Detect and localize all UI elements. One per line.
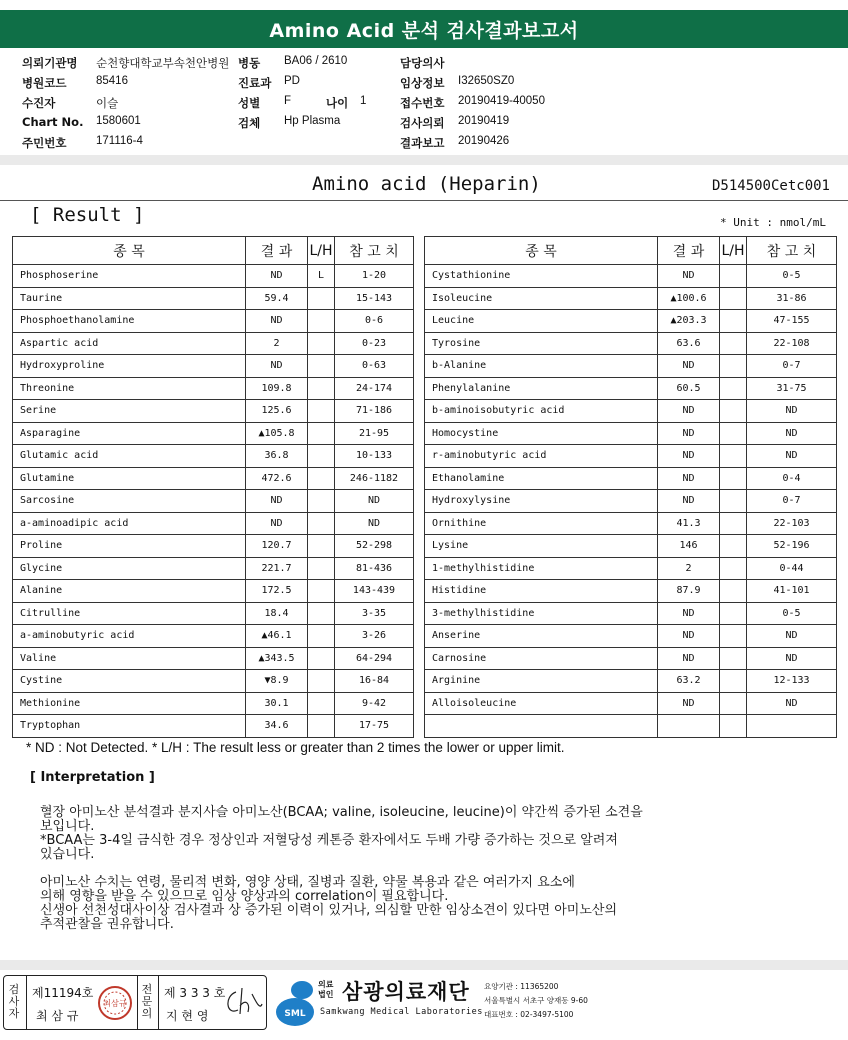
result-value: ND	[658, 422, 720, 445]
col-header-ref: 참 고 치	[335, 237, 414, 265]
info-value: 1	[360, 95, 367, 107]
info-label: 검체	[238, 116, 261, 130]
table-row	[425, 715, 837, 738]
reference-range: 81-436	[335, 557, 414, 580]
lh-flag	[308, 355, 335, 378]
result-value: 41.3	[658, 512, 720, 535]
analyte-name: Alloisoleucine	[425, 692, 658, 715]
result-value: ND	[658, 625, 720, 648]
analyte-name: b-aminoisobutyric acid	[425, 400, 658, 423]
result-table-left	[12, 236, 414, 738]
analyte-name: Glutamine	[13, 467, 246, 490]
reference-range: 246-1182	[335, 467, 414, 490]
lh-flag	[308, 512, 335, 535]
result-value: ND	[246, 512, 308, 535]
separator	[0, 960, 848, 970]
result-value: 172.5	[246, 580, 308, 603]
reference-range: 0-44	[747, 557, 837, 580]
analyte-name: Taurine	[13, 287, 246, 310]
result-value: 60.5	[658, 377, 720, 400]
result-value: 109.8	[246, 377, 308, 400]
col-header-item: 종 목	[425, 237, 658, 265]
seal-icon	[96, 984, 134, 1022]
reference-range: 17-75	[335, 715, 414, 738]
result-value: ▲203.3	[658, 310, 720, 333]
lh-flag	[308, 602, 335, 625]
reference-range: ND	[335, 512, 414, 535]
info-label: Chart No.	[22, 115, 84, 129]
analyte-name: Phosphoethanolamine	[13, 310, 246, 333]
result-value: ND	[246, 265, 308, 288]
analyte-name: Glycine	[13, 557, 246, 580]
analyte-name: Methionine	[13, 692, 246, 715]
reference-range: ND	[747, 445, 837, 468]
result-value: ND	[658, 265, 720, 288]
table-row	[13, 265, 414, 288]
analyte-name: Tyrosine	[425, 332, 658, 355]
lh-flag	[308, 445, 335, 468]
info-value: 20190426	[458, 135, 510, 147]
result-value: ND	[658, 400, 720, 423]
interpretation-line: 혈장 아미노산 분석결과 분지사슬 아미노산(BCAA; valine, isoleucine, leucine)이 약간씩 증가된 소견을	[40, 805, 643, 820]
table-row	[13, 490, 414, 513]
lh-flag	[720, 490, 747, 513]
analyte-name: a-aminoadipic acid	[13, 512, 246, 535]
info-label: 나이	[326, 96, 349, 110]
analyte-name: Carnosine	[425, 647, 658, 670]
info-value: Hp Plasma	[284, 115, 341, 127]
table-row	[425, 355, 837, 378]
lh-flag	[308, 490, 335, 513]
table-row	[13, 377, 414, 400]
interpretation-line: 의해 영향을 받을 수 있으므로 임상 양상과의 correlation이 필요합니다.	[40, 889, 449, 904]
lh-flag	[720, 535, 747, 558]
result-value: 30.1	[246, 692, 308, 715]
logo-text: SML	[284, 1009, 306, 1019]
signature-box	[3, 975, 267, 1030]
lh-flag	[308, 580, 335, 603]
table-row	[425, 512, 837, 535]
org-legal-label: 의료 법인	[318, 980, 334, 999]
reference-range: ND	[747, 422, 837, 445]
test-code: D514500Cetc001	[711, 178, 830, 194]
reference-range: 0-4	[747, 467, 837, 490]
lh-flag	[308, 647, 335, 670]
seal-text: 최삼규	[103, 999, 127, 1008]
lh-flag	[308, 692, 335, 715]
analyte-name: Aspartic acid	[13, 332, 246, 355]
result-value: ▲100.6	[658, 287, 720, 310]
info-value: 이슬	[96, 98, 119, 110]
result-value: ▲105.8	[246, 422, 308, 445]
info-value: 171116-4	[96, 135, 143, 147]
table-row	[13, 625, 414, 648]
reference-range: ND	[747, 647, 837, 670]
interpretation-line: 추적관찰을 권유합니다.	[40, 917, 174, 932]
lh-flag	[720, 377, 747, 400]
analyte-name: Ornithine	[425, 512, 658, 535]
result-value: 146	[658, 535, 720, 558]
info-value: PD	[284, 75, 300, 87]
reference-range: 24-174	[335, 377, 414, 400]
reference-range: 22-103	[747, 512, 837, 535]
table-row	[13, 535, 414, 558]
method-title: Amino acid (Heparin)	[312, 173, 541, 195]
result-value: 2	[658, 557, 720, 580]
lh-flag	[308, 287, 335, 310]
result-value: ND	[658, 602, 720, 625]
reference-range: 64-294	[335, 647, 414, 670]
lh-flag	[308, 535, 335, 558]
interpretation-text	[40, 806, 780, 932]
result-value: 120.7	[246, 535, 308, 558]
result-value: 125.6	[246, 400, 308, 423]
lh-flag	[720, 400, 747, 423]
result-value: ND	[658, 355, 720, 378]
info-value: 순천향대학교부속천안병원	[96, 58, 230, 70]
result-value: 18.4	[246, 602, 308, 625]
reference-range: 47-155	[747, 310, 837, 333]
analyte-name: Cystine	[13, 670, 246, 693]
table-row	[13, 467, 414, 490]
lh-flag	[720, 310, 747, 333]
info-label: 병동	[238, 56, 261, 70]
table-row	[13, 422, 414, 445]
analyte-name: Sarcosine	[13, 490, 246, 513]
report-title: Amino Acid 분석 검사결과보고서	[0, 10, 848, 48]
lh-flag	[720, 557, 747, 580]
lh-flag	[720, 512, 747, 535]
reference-range: 21-95	[335, 422, 414, 445]
signature-icon	[222, 982, 264, 1022]
analyte-name: b-Alanine	[425, 355, 658, 378]
table-row	[13, 647, 414, 670]
info-label: 의뢰기관명	[22, 56, 78, 70]
analyte-name: Isoleucine	[425, 287, 658, 310]
tester-license: 제11194호	[32, 986, 94, 1000]
info-label: 검사의뢰	[400, 116, 445, 130]
lh-flag	[308, 670, 335, 693]
table-row	[13, 557, 414, 580]
result-value: 63.2	[658, 670, 720, 693]
analyte-name: Glutamic acid	[13, 445, 246, 468]
table-row	[425, 625, 837, 648]
col-header-ref: 참 고 치	[747, 237, 837, 265]
result-value: 36.8	[246, 445, 308, 468]
result-value: ND	[246, 490, 308, 513]
info-value: 1580601	[96, 115, 141, 127]
result-value: 2	[246, 332, 308, 355]
lh-flag	[308, 557, 335, 580]
reference-range: 31-86	[747, 287, 837, 310]
reference-range: 52-298	[335, 535, 414, 558]
result-value	[658, 715, 720, 738]
table-row	[13, 445, 414, 468]
analyte-name: Arginine	[425, 670, 658, 693]
col-header-result: 결 과	[246, 237, 308, 265]
reference-range: 0-6	[335, 310, 414, 333]
reference-range: 143-439	[335, 580, 414, 603]
doctor-name: 지 현 영	[166, 1009, 209, 1023]
table-row	[13, 310, 414, 333]
table-row	[425, 445, 837, 468]
sml-logo-icon	[272, 976, 318, 1028]
analyte-name: Cystathionine	[425, 265, 658, 288]
info-label: 임상정보	[400, 76, 445, 90]
reference-range: 3-26	[335, 625, 414, 648]
analyte-name: Alanine	[13, 580, 246, 603]
table-row	[425, 580, 837, 603]
reference-range: 0-7	[747, 490, 837, 513]
reference-range: 0-7	[747, 355, 837, 378]
analyte-name: r-aminobutyric acid	[425, 445, 658, 468]
lh-flag	[308, 625, 335, 648]
tester-label: 검사자	[8, 983, 20, 1020]
info-value: I32650SZ0	[458, 75, 515, 87]
reference-range: 3-35	[335, 602, 414, 625]
info-label: 담당의사	[400, 56, 445, 70]
analyte-name: Citrulline	[13, 602, 246, 625]
org-address: 서울특별시 서초구 양재동 9-60	[484, 996, 588, 1005]
lh-flag	[308, 467, 335, 490]
table-row	[425, 400, 837, 423]
reference-range: 0-63	[335, 355, 414, 378]
lh-flag	[720, 445, 747, 468]
result-value: ND	[658, 445, 720, 468]
reference-range: ND	[747, 400, 837, 423]
table-row	[13, 715, 414, 738]
lh-flag	[308, 400, 335, 423]
lh-flag	[308, 422, 335, 445]
reference-range: 52-196	[747, 535, 837, 558]
reference-range: 41-101	[747, 580, 837, 603]
footnote: * ND : Not Detected. * L/H : The result less or greater than 2 times the lower or upper limit.	[26, 740, 565, 755]
info-label: 결과보고	[400, 136, 445, 150]
result-value: ND	[658, 647, 720, 670]
analyte-name: Ethanolamine	[425, 467, 658, 490]
reference-range: 22-108	[747, 332, 837, 355]
table-row	[13, 512, 414, 535]
table-row	[425, 332, 837, 355]
lh-flag	[308, 715, 335, 738]
info-label: 성별	[238, 96, 261, 110]
table-row	[13, 602, 414, 625]
result-value: ▲46.1	[246, 625, 308, 648]
result-value: 63.6	[658, 332, 720, 355]
info-label: 진료과	[238, 76, 272, 90]
org-care-no: 요양기관 : 11365200	[484, 982, 559, 991]
table-row	[13, 692, 414, 715]
info-label: 수진자	[22, 96, 56, 110]
table-row	[13, 332, 414, 355]
interpretation-line: 있습니다.	[40, 847, 95, 862]
analyte-name: 3-methylhistidine	[425, 602, 658, 625]
analyte-name: 1-methylhistidine	[425, 557, 658, 580]
col-header-lh: L/H	[720, 237, 747, 265]
col-header-result: 결 과	[658, 237, 720, 265]
info-label: 접수번호	[400, 96, 445, 110]
analyte-name: Threonine	[13, 377, 246, 400]
lh-flag	[720, 670, 747, 693]
result-value: ND	[246, 355, 308, 378]
reference-range: 15-143	[335, 287, 414, 310]
info-value: 20190419-40050	[458, 95, 545, 107]
col-header-lh: L/H	[308, 237, 335, 265]
table-row	[425, 692, 837, 715]
lh-flag	[720, 467, 747, 490]
info-label: 병원코드	[22, 76, 67, 90]
table-row	[425, 377, 837, 400]
reference-range: 0-5	[747, 602, 837, 625]
table-row	[425, 467, 837, 490]
org-name: 삼광의료재단	[342, 980, 470, 1004]
interpretation-line: 아미노산 수치는 연령, 물리적 변화, 영양 상태, 질병과 질환, 약물 복용과 같은 여러가지 요소에	[40, 875, 575, 890]
lh-flag	[720, 602, 747, 625]
lh-flag	[308, 377, 335, 400]
info-value: F	[284, 95, 292, 107]
reference-range: ND	[747, 692, 837, 715]
doctor-label: 전문의	[141, 983, 153, 1020]
reference-range: 0-23	[335, 332, 414, 355]
reference-range: 71-186	[335, 400, 414, 423]
result-heading: [ Result ]	[30, 204, 145, 226]
result-table-right	[424, 236, 837, 738]
lh-flag	[720, 580, 747, 603]
analyte-name: Serine	[13, 400, 246, 423]
result-value: 87.9	[658, 580, 720, 603]
analyte-name: Hydroxyproline	[13, 355, 246, 378]
result-value: 221.7	[246, 557, 308, 580]
analyte-name: Tryptophan	[13, 715, 246, 738]
info-value: 20190419	[458, 115, 510, 127]
org-info	[484, 980, 588, 1022]
lh-flag	[308, 310, 335, 333]
lh-flag	[720, 647, 747, 670]
table-row	[13, 355, 414, 378]
interpretation-line: *BCAA는 3-4일 금식한 경우 정상인과 저혈당성 케톤증 환자에서도 두배 가량 증가하는 것으로 알려져	[40, 833, 618, 848]
analyte-name: Lysine	[425, 535, 658, 558]
analyte-name: Asparagine	[13, 422, 246, 445]
tester-name: 최 삼 규	[36, 1009, 79, 1023]
table-row	[425, 287, 837, 310]
table-row	[425, 557, 837, 580]
table-row	[425, 647, 837, 670]
lh-flag: L	[308, 265, 335, 288]
analyte-name: Proline	[13, 535, 246, 558]
lh-flag	[720, 625, 747, 648]
unit-label: * Unit : nmol/mL	[720, 216, 826, 229]
info-value: BA06 / 2610	[284, 55, 348, 67]
table-row	[425, 535, 837, 558]
col-header-item: 종 목	[13, 237, 246, 265]
result-value: ND	[658, 467, 720, 490]
lh-flag	[720, 422, 747, 445]
analyte-name: Hydroxylysine	[425, 490, 658, 513]
analyte-name: Leucine	[425, 310, 658, 333]
table-row	[425, 490, 837, 513]
table-row	[425, 602, 837, 625]
result-value: ND	[246, 310, 308, 333]
separator	[0, 155, 848, 165]
reference-range: 12-133	[747, 670, 837, 693]
analyte-name: Anserine	[425, 625, 658, 648]
lh-flag	[308, 332, 335, 355]
reference-range: 31-75	[747, 377, 837, 400]
interpretation-line: 보입니다.	[40, 819, 95, 834]
result-value: ▲343.5	[246, 647, 308, 670]
lh-flag	[720, 355, 747, 378]
org-english-name: Samkwang Medical Laboratories	[320, 1007, 483, 1017]
analyte-name	[425, 715, 658, 738]
reference-range: ND	[747, 625, 837, 648]
table-row	[13, 400, 414, 423]
org-phone: 대표번호 : 02-3497-5100	[484, 1010, 574, 1019]
interpretation-line: 신생아 선천성대사이상 검사결과 상 증가된 이력이 있거나, 의심할 만한 임상소견이 있다면 아미노산의	[40, 903, 618, 918]
reference-range: ND	[335, 490, 414, 513]
lh-flag	[720, 692, 747, 715]
lh-flag	[720, 332, 747, 355]
result-value: ND	[658, 490, 720, 513]
lh-flag	[720, 265, 747, 288]
result-value: ▼8.9	[246, 670, 308, 693]
reference-range: 16-84	[335, 670, 414, 693]
result-value: 59.4	[246, 287, 308, 310]
lh-flag	[720, 287, 747, 310]
reference-range: 9-42	[335, 692, 414, 715]
lh-flag	[720, 715, 747, 738]
analyte-name: a-aminobutyric acid	[13, 625, 246, 648]
table-row	[425, 670, 837, 693]
divider	[0, 200, 848, 201]
table-row	[13, 670, 414, 693]
table-row	[13, 287, 414, 310]
doctor-license: 제 3 3 3 호	[164, 986, 226, 1000]
table-row	[425, 310, 837, 333]
table-row	[13, 580, 414, 603]
interpretation-heading: [ Interpretation ]	[30, 770, 155, 785]
reference-range	[747, 715, 837, 738]
interpretation-line	[40, 862, 780, 876]
result-value: ND	[658, 692, 720, 715]
reference-range: 0-5	[747, 265, 837, 288]
table-row	[425, 265, 837, 288]
table-row	[425, 422, 837, 445]
analyte-name: Histidine	[425, 580, 658, 603]
reference-range: 10-133	[335, 445, 414, 468]
reference-range: 1-20	[335, 265, 414, 288]
analyte-name: Homocystine	[425, 422, 658, 445]
analyte-name: Valine	[13, 647, 246, 670]
result-value: 34.6	[246, 715, 308, 738]
result-value: 472.6	[246, 467, 308, 490]
analyte-name: Phosphoserine	[13, 265, 246, 288]
info-value: 85416	[96, 75, 128, 87]
analyte-name: Phenylalanine	[425, 377, 658, 400]
info-label: 주민번호	[22, 136, 67, 150]
